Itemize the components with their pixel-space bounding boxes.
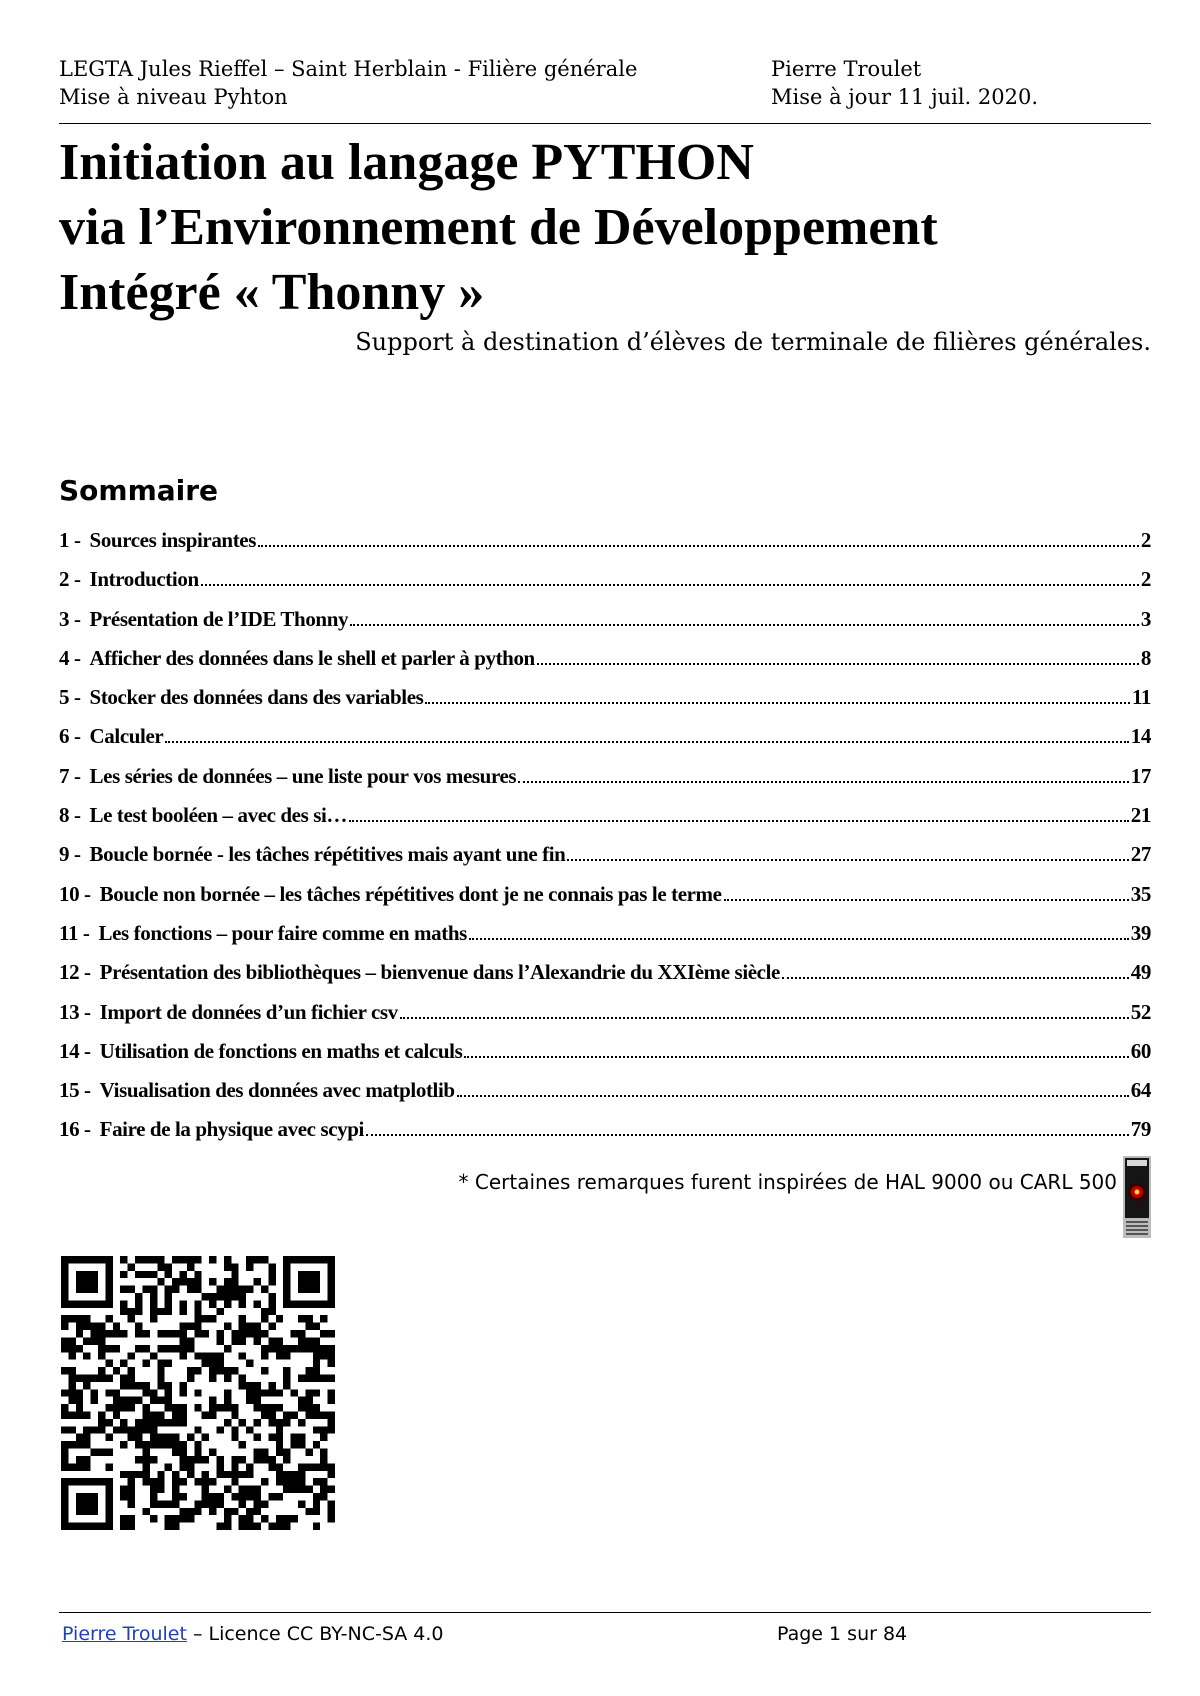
license-text: – Licence CC BY-NC-SA 4.0 — [186, 1623, 444, 1645]
toc-page: 11 — [1131, 685, 1151, 710]
toc-label: Introduction — [89, 567, 199, 592]
toc-entry[interactable] — [59, 607, 1151, 646]
toc-label: Le test booléen – avec des si… — [89, 803, 348, 828]
toc-number: 5 - — [59, 685, 81, 710]
toc-entry[interactable] — [59, 921, 1151, 960]
toc-number: 16 - — [59, 1117, 91, 1142]
toc-number: 4 - — [59, 645, 81, 670]
toc-leader — [366, 1134, 1129, 1136]
table-of-contents — [59, 528, 1151, 1157]
toc-page: 17 — [1130, 763, 1151, 788]
page-number: Page 1 sur 84 — [777, 1623, 908, 1645]
toc-number: 10 - — [59, 881, 91, 906]
remark-note: * Certaines remarques furent inspirées de HAL 9000 ou CARL 500 — [458, 1170, 1117, 1194]
toc-page: 79 — [1130, 1117, 1151, 1142]
header-course: Mise à niveau Pyhton — [59, 85, 288, 109]
toc-entry[interactable] — [59, 567, 1151, 606]
toc-entry[interactable] — [59, 724, 1151, 763]
title-line-1: Initiation au langage PYTHON — [59, 134, 754, 191]
toc-number: 15 - — [59, 1078, 91, 1103]
toc-leader — [400, 1017, 1129, 1019]
document-subtitle: Support à destination d’élèves de terminale de filières générales. — [355, 328, 1151, 356]
toc-page: 21 — [1130, 803, 1151, 828]
toc-leader — [350, 624, 1139, 626]
toc-leader — [567, 859, 1128, 861]
toc-number: 7 - — [59, 763, 81, 788]
toc-leader — [349, 820, 1129, 822]
document-title — [59, 130, 1151, 325]
toc-label: Import de données d’un fichier csv — [99, 999, 398, 1024]
toc-entry[interactable] — [59, 764, 1151, 803]
toc-number: 13 - — [59, 999, 91, 1024]
toc-label: Présentation de l’IDE Thonny — [89, 606, 349, 631]
toc-page: 27 — [1130, 842, 1151, 867]
page-header — [59, 55, 1151, 124]
toc-number: 12 - — [59, 960, 91, 985]
toc-number: 14 - — [59, 1038, 91, 1063]
toc-heading: Sommaire — [59, 474, 219, 507]
toc-label: Utilisation de fonctions en maths et calculs — [99, 1038, 463, 1063]
title-line-3: Intégré « Thonny » — [59, 264, 485, 321]
toc-label: Boucle non bornée – les tâches répétitives dont je ne connais pas le terme — [99, 881, 722, 906]
qr-code-icon — [61, 1256, 335, 1530]
toc-page: 60 — [1130, 1038, 1151, 1063]
toc-label: Stocker des données dans des variables — [89, 685, 424, 710]
toc-page: 52 — [1130, 999, 1151, 1024]
toc-page: 3 — [1140, 606, 1151, 631]
toc-number: 11 - — [59, 920, 90, 945]
toc-number: 8 - — [59, 803, 81, 828]
toc-leader — [518, 781, 1129, 783]
toc-leader — [258, 545, 1139, 547]
toc-page: 14 — [1130, 724, 1151, 749]
toc-label: Faire de la physique avec scypi — [99, 1117, 364, 1142]
toc-leader — [425, 702, 1130, 704]
author-link[interactable]: Pierre Troulet — [62, 1623, 187, 1645]
title-line-2: via l’Environnement de Développement — [59, 199, 938, 256]
toc-page: 2 — [1140, 528, 1151, 552]
toc-label: Calculer — [89, 724, 164, 749]
toc-label: Présentation des bibliothèques – bienvenue dans l’Alexandrie du XXIème siècle — [99, 960, 780, 985]
toc-label: Afficher des données dans le shell et parler à python — [89, 645, 535, 670]
toc-number: 6 - — [59, 724, 81, 749]
toc-entry[interactable] — [59, 646, 1151, 685]
toc-entry[interactable] — [59, 528, 1151, 567]
page-footer — [59, 1612, 1151, 1645]
toc-entry[interactable] — [59, 1078, 1151, 1117]
toc-number: 2 - — [59, 567, 81, 592]
toc-entry[interactable] — [59, 803, 1151, 842]
document-page — [59, 0, 1151, 1696]
toc-leader — [537, 663, 1139, 665]
toc-page: 64 — [1130, 1078, 1151, 1103]
toc-entry[interactable] — [59, 842, 1151, 881]
toc-leader — [464, 1056, 1128, 1058]
toc-label: Sources inspirantes — [89, 528, 256, 552]
toc-page: 49 — [1130, 960, 1151, 985]
toc-entry[interactable] — [59, 685, 1151, 724]
toc-label: Boucle bornée - les tâches répétitives mais ayant une fin — [89, 842, 566, 867]
toc-entry[interactable] — [59, 960, 1151, 999]
toc-leader — [782, 977, 1129, 979]
toc-leader — [469, 938, 1129, 940]
toc-label: Les séries de données – une liste pour vos mesures — [89, 763, 517, 788]
toc-number: 9 - — [59, 842, 81, 867]
toc-page: 35 — [1130, 881, 1151, 906]
toc-leader — [201, 584, 1139, 586]
toc-entry[interactable] — [59, 1000, 1151, 1039]
toc-leader — [457, 1095, 1129, 1097]
toc-label: Visualisation des données avec matplotlib — [99, 1078, 455, 1103]
toc-number: 1 - — [59, 528, 81, 552]
header-updated: Mise à jour 11 juil. 2020. — [771, 85, 1039, 109]
toc-label: Les fonctions – pour faire comme en maths — [98, 920, 467, 945]
toc-leader — [724, 899, 1129, 901]
toc-page: 8 — [1140, 645, 1151, 670]
header-school: LEGTA Jules Rieffel – Saint Herblain - Filière générale — [59, 57, 638, 81]
toc-page: 39 — [1130, 920, 1151, 945]
header-author: Pierre Troulet — [771, 57, 922, 81]
hal-9000-icon — [1123, 1156, 1151, 1238]
toc-page: 2 — [1140, 567, 1151, 592]
toc-number: 3 - — [59, 606, 81, 631]
toc-entry[interactable] — [59, 882, 1151, 921]
toc-entry[interactable] — [59, 1117, 1151, 1156]
toc-leader — [165, 741, 1128, 743]
toc-entry[interactable] — [59, 1039, 1151, 1078]
